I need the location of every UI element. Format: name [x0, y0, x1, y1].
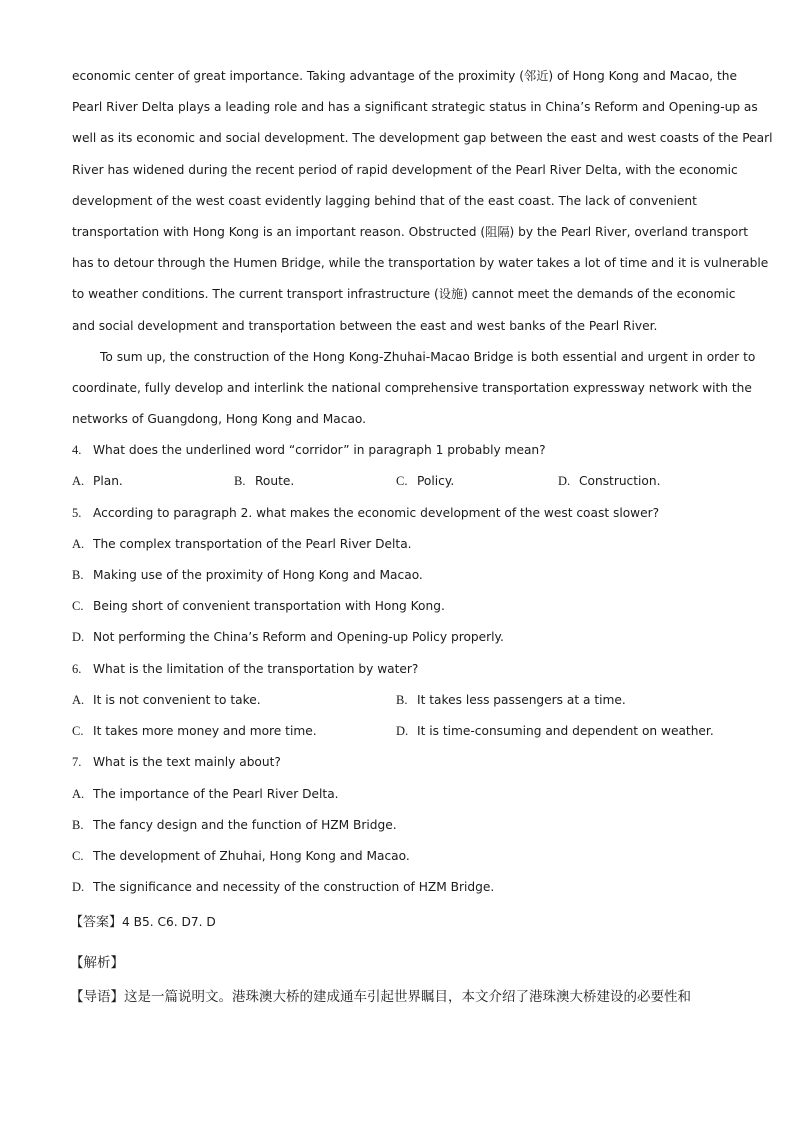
option-text: The fancy design and the function of HZM Bridge.: [93, 818, 397, 832]
option-text: Policy.: [417, 474, 455, 488]
guide-line: [70, 985, 691, 1005]
paragraph-line: has to detour through the Humen Bridge, while the transportation by water takes a lot of time and it is vulnerable: [72, 256, 769, 270]
option-text: It takes less passengers at a time.: [417, 693, 626, 707]
paragraph-line: development of the west coast evidently lagging behind that of the east coast. The lack of convenient: [72, 194, 697, 208]
option-text: The development of Zhuhai, Hong Kong and Macao.: [93, 849, 410, 863]
question-6-options-row-2: [72, 724, 722, 742]
question-number: 6.: [72, 662, 82, 676]
option-letter: D.: [558, 474, 571, 488]
option-letter: A.: [72, 787, 85, 801]
option-text: The complex transportation of the Pearl River Delta.: [93, 537, 412, 551]
option-letter: D.: [72, 880, 85, 894]
option-letter: C.: [72, 724, 84, 738]
option-a[interactable]: [72, 787, 722, 805]
paragraph-line: networks of Guangdong, Hong Kong and Macao.: [72, 412, 367, 426]
guide-label: 【导语】: [70, 989, 124, 1005]
option-d[interactable]: [72, 880, 722, 898]
question-6: [72, 662, 722, 680]
option-letter: C.: [72, 599, 84, 613]
option-text: Not performing the China’s Reform and Opening-up Policy properly.: [93, 630, 504, 644]
option-letter: C.: [396, 474, 408, 488]
answer-line: [70, 911, 720, 929]
option-d[interactable]: [72, 630, 722, 648]
option-a[interactable]: [72, 537, 722, 555]
option-letter: A.: [72, 537, 85, 551]
option-letter: D.: [396, 724, 409, 738]
paragraph-line: To sum up, the construction of the Hong Kong-Zhuhai-Macao Bridge is both essential and urgent in order to: [100, 350, 756, 364]
question-text: What is the text mainly about?: [93, 755, 281, 769]
question-text: According to paragraph 2. what makes the economic development of the west coast slower?: [93, 506, 660, 520]
option-b[interactable]: [72, 818, 722, 836]
option-letter: A.: [72, 693, 85, 707]
option-text: Plan.: [93, 474, 123, 488]
question-text: What is the limitation of the transportation by water?: [93, 662, 419, 676]
option-text: It takes more money and more time.: [93, 724, 317, 738]
option-letter: B.: [72, 568, 84, 582]
option-c[interactable]: [72, 849, 722, 867]
option-c[interactable]: [72, 599, 722, 617]
paragraph-line: economic center of great importance. Taking advantage of the proximity (邻近) of Hong Kong and Macao, the: [72, 69, 737, 83]
option-letter: B.: [72, 818, 84, 832]
option-text: The importance of the Pearl River Delta.: [93, 787, 339, 801]
option-letter: B.: [234, 474, 246, 488]
answer-value: 4 B5. C6. D7. D: [122, 915, 216, 929]
question-number: 4.: [72, 443, 82, 457]
question-4-options: [72, 474, 722, 492]
question-5: [72, 506, 722, 524]
question-number: 7.: [72, 755, 82, 769]
analysis-label: 【解析】: [70, 955, 124, 971]
paragraph-line: River has widened during the recent period of rapid development of the Pearl River Delta, with the economic: [72, 163, 738, 177]
paragraph-line: transportation with Hong Kong is an important reason. Obstructed (阻隔) by the Pearl River, overland transport: [72, 225, 749, 239]
question-text: What does the underlined word “corridor” in paragraph 1 probably mean?: [93, 443, 546, 457]
option-text: Being short of convenient transportation with Hong Kong.: [93, 599, 445, 613]
option-letter: C.: [72, 849, 84, 863]
question-6-options-row-1: [72, 693, 722, 711]
option-text: The significance and necessity of the construction of HZM Bridge.: [93, 880, 495, 894]
option-b[interactable]: [72, 568, 722, 586]
option-letter: B.: [396, 693, 408, 707]
option-letter: D.: [72, 630, 85, 644]
answer-label: 【答案】: [70, 915, 123, 930]
paragraph-line: and social development and transportation between the east and west banks of the Pearl River.: [72, 319, 658, 333]
paragraph-line: to weather conditions. The current transport infrastructure (设施) cannot meet the demands of the economic: [72, 287, 736, 301]
guide-text: 这是一篇说明文。港珠澳大桥的建成通车引起世界瞩目，本文介绍了港珠澳大桥建设的必要性和: [124, 989, 691, 1005]
option-text: It is not convenient to take.: [93, 693, 261, 707]
option-text: It is time-consuming and dependent on weather.: [417, 724, 714, 738]
question-4: [72, 443, 722, 461]
option-text: Construction.: [579, 474, 661, 488]
paragraph-line: coordinate, fully develop and interlink the national comprehensive transportation expressway network with the: [72, 381, 752, 395]
option-text: Route.: [255, 474, 295, 488]
option-text: Making use of the proximity of Hong Kong and Macao.: [93, 568, 423, 582]
paragraph-line: Pearl River Delta plays a leading role and has a significant strategic status in China’s Reform and Opening-up as: [72, 100, 758, 114]
paragraph-line: well as its economic and social development. The development gap between the east and west coasts of the Pearl: [72, 131, 773, 145]
question-7: [72, 755, 722, 773]
question-number: 5.: [72, 506, 82, 520]
option-letter: A.: [72, 474, 85, 488]
